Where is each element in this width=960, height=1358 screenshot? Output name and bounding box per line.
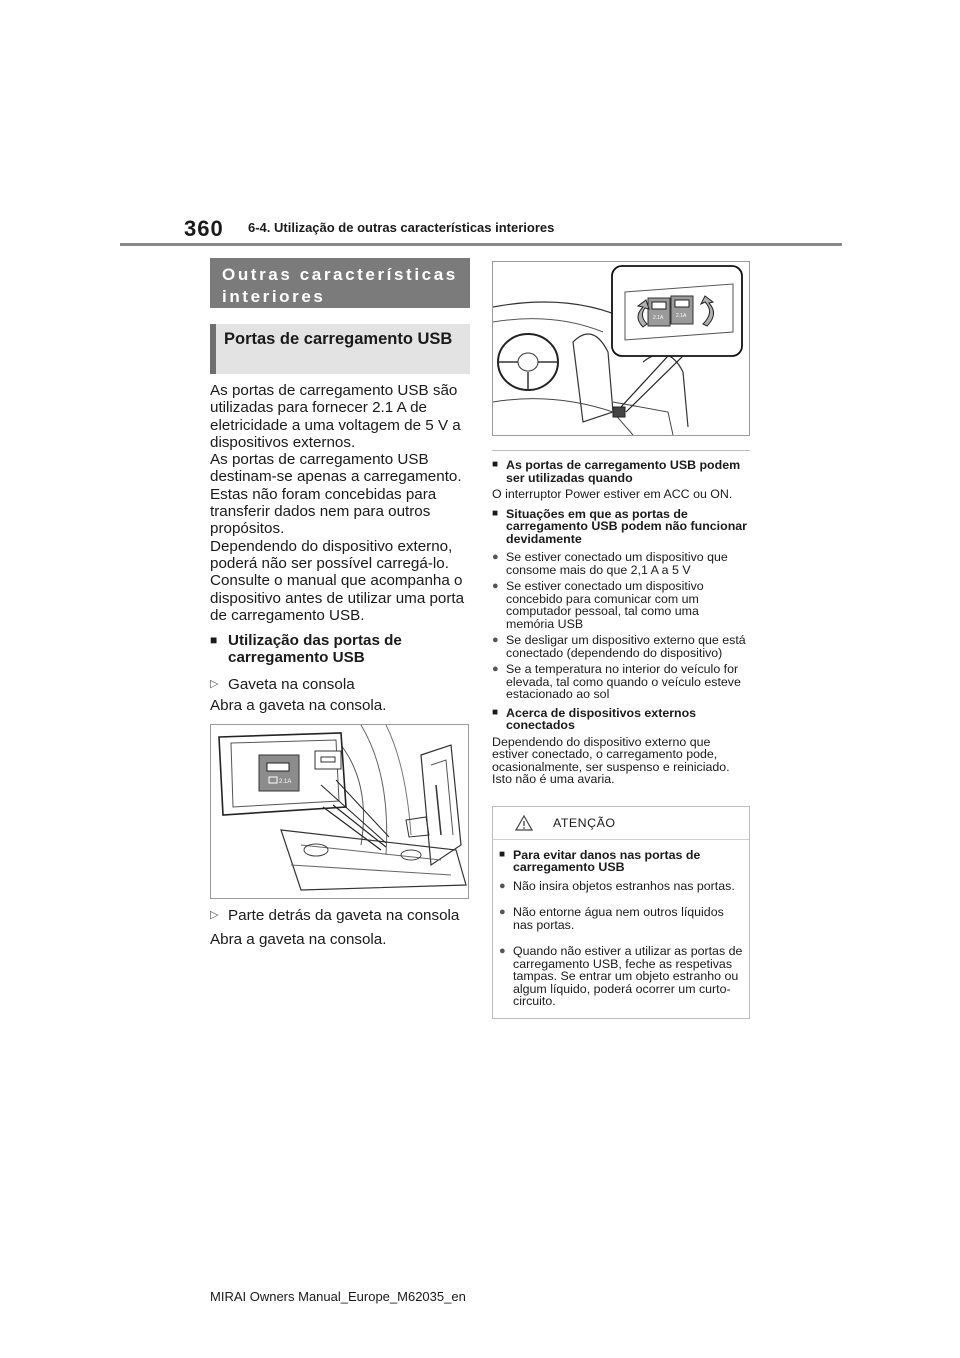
location-item-rear <box>210 907 470 924</box>
location-label-rear: Parte detrás da gaveta na consola <box>228 907 460 925</box>
location-text-rear: Abra a gaveta na consola. <box>210 930 387 948</box>
console-usb-figure <box>210 724 469 899</box>
malfunction-heading-text: Situações em que as portas de carregamento USB podem não funcionar devidamente <box>506 506 747 546</box>
right-column <box>492 261 750 1019</box>
circle-bullet-icon: ● <box>492 551 499 563</box>
warning-triangle-icon <box>515 815 533 831</box>
intro-paragraph-2: As portas de carregamento USB destinam-se apenas a carregamento. Estas não foram concebidas para transferir dados nem para outros propósitos. <box>210 451 462 538</box>
square-bullet-icon: ■ <box>499 848 506 860</box>
circle-bullet-icon: ● <box>492 634 499 646</box>
section-title: Portas de carregamento USB <box>210 324 470 374</box>
malfunction-bullet <box>492 580 750 630</box>
external-devices-heading <box>492 707 750 732</box>
caution-heading <box>499 849 743 874</box>
square-bullet-icon: ■ <box>492 706 499 718</box>
location-text-console: Abra a gaveta na consola. <box>210 697 387 715</box>
when-usable-text: O interruptor Power estiver em ACC ou ON. <box>492 487 733 501</box>
external-devices-heading-text: Acerca de dispositivos externos conectados <box>506 705 697 732</box>
section-header: 6-4. Utilização de outras características interiores <box>248 220 555 235</box>
caution-bullet-text: Quando não estiver a utilizar as portas de carregamento USB, feche as respetivas tampas. Se entrar um objeto estranho ou algum líquido, poderá ocorrer um curto-circuito. <box>513 944 743 1008</box>
location-label-console: Gaveta na consola <box>228 675 355 693</box>
circle-bullet-icon: ● <box>499 906 506 918</box>
caution-box <box>492 806 750 1019</box>
figure-port-label-a: 2.1A <box>653 315 664 321</box>
caution-bullet-text: Não entorne água nem outros líquidos nas portas. <box>513 905 724 932</box>
usage-heading <box>210 632 470 667</box>
caution-heading-text: Para evitar danos nas portas de carregamento USB <box>513 847 701 874</box>
malfunction-bullet <box>492 634 750 659</box>
malfunction-bullet <box>492 551 750 576</box>
left-column <box>210 258 470 948</box>
figure-port-label: 2.1A <box>279 779 292 786</box>
malfunction-bullet-text: Se a temperatura no interior do veículo for elevada, tal como quando o veículo esteve estacionado ao sol <box>506 662 741 701</box>
figure-port-label-b: 2.1A <box>676 313 687 319</box>
malfunction-heading <box>492 508 750 546</box>
external-devices-text: Dependendo do dispositivo externo que estiver conectado, o carregamento pode, ocasionalmente, ser suspenso e reiniciado. Isto não é uma avaria. <box>492 734 730 786</box>
caution-bullet-text: Não insira objetos estranhos nas portas. <box>513 878 735 893</box>
page-number: 360 <box>184 216 224 241</box>
chapter-title: Outras características interiores <box>210 258 470 308</box>
caution-bullet <box>499 945 743 1008</box>
location-item-console <box>210 676 470 693</box>
footer-document-id: MIRAI Owners Manual_Europe_M62035_en <box>210 1289 466 1304</box>
malfunction-bullet-text: Se estiver conectado um dispositivo que consome mais do que 2,1 A a 5 V <box>506 550 728 577</box>
circle-bullet-icon: ● <box>492 663 499 675</box>
intro-paragraph: As portas de carregamento USB são utilizadas para fornecer 2.1 A de eletricidade a uma voltagem de 5 V a dispositivos externos. <box>210 382 461 451</box>
malfunction-bullet-text: Se estiver conectado um dispositivo concebido para comunicar com um computador pessoal, tal como uma memória USB <box>506 579 704 631</box>
usage-heading-text: Utilização das portas de carregamento USB <box>228 632 402 667</box>
when-usable-heading-text: As portas de carregamento USB podem ser utilizadas quando <box>506 458 741 485</box>
right-divider <box>492 450 750 451</box>
triangle-bullet-icon: ▷ <box>210 909 219 922</box>
circle-bullet-icon: ● <box>499 945 506 957</box>
intro-paragraph-3: Dependendo do dispositivo externo, poderá não ser possível carregá-lo. Consulte o manual que acompanha o dispositivo antes de utilizar uma porta de carregamento USB. <box>210 537 465 624</box>
square-bullet-icon: ■ <box>210 633 218 648</box>
caution-header <box>493 807 749 840</box>
rear-usb-figure <box>492 261 750 436</box>
header-rule <box>120 243 842 246</box>
caution-bullet <box>499 906 743 931</box>
square-bullet-icon: ■ <box>492 507 499 519</box>
caution-label: ATENÇÃO <box>553 815 616 830</box>
triangle-bullet-icon: ▷ <box>210 677 219 690</box>
caution-bullet <box>499 880 743 893</box>
malfunction-bullet <box>492 663 750 701</box>
malfunction-bullet-text: Se desligar um dispositivo externo que está conectado (dependendo do dispositivo) <box>506 633 746 660</box>
square-bullet-icon: ■ <box>492 459 499 470</box>
when-usable-heading <box>492 459 750 484</box>
circle-bullet-icon: ● <box>492 580 499 592</box>
circle-bullet-icon: ● <box>499 879 506 892</box>
